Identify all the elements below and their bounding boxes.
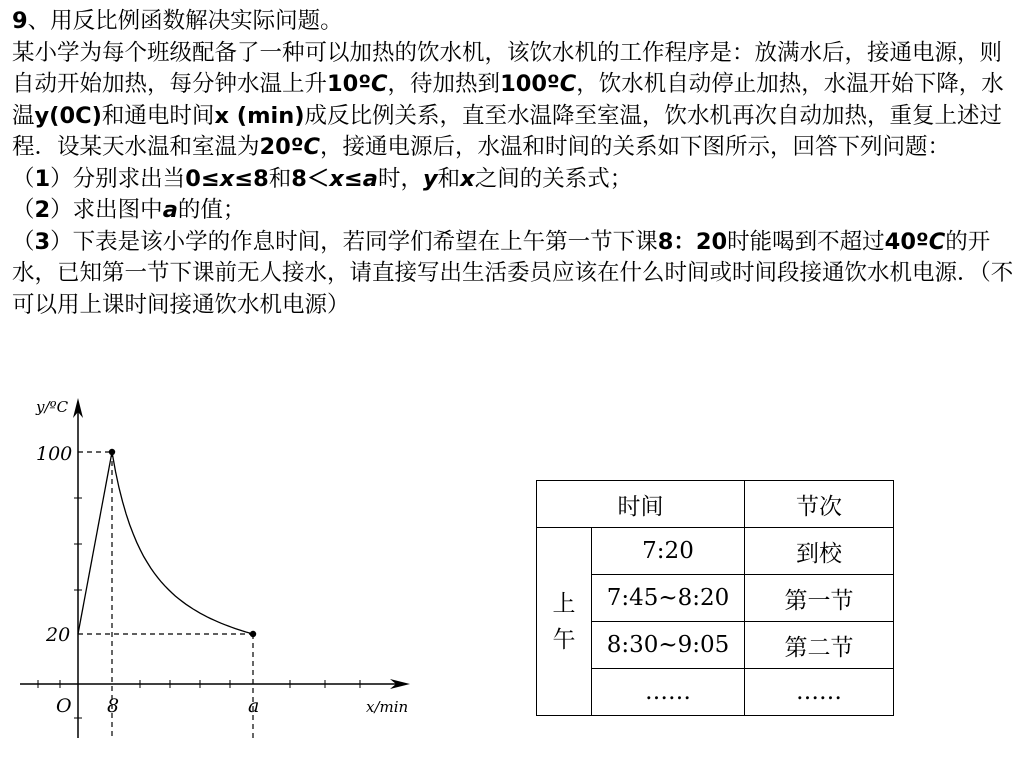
peak-point <box>109 449 115 455</box>
problem-description: 某小学为每个班级配备了一种可以加热的饮水机，该饮水机的工作程序是：放满水后，接通电源，则自动开始加热，每分钟水温上升10ºC，待加热到100ºC，饮水机自动停止加热，水温开始下降，水温y(0C)和通电时间x (min)成反比例关系，直至水温降至室温，饮水机再次自动加热，重复上述过程．设某天水温和室温为20ºC，接通电源后，水温和时间的关系如下图所示，回答下列问题： <box>12 39 1004 160</box>
x-axis-label: x/min <box>366 698 409 716</box>
origin-label: O <box>56 695 72 717</box>
heating-segment <box>78 452 112 634</box>
lesson-cell: …… <box>745 669 894 716</box>
temperature-time-graph <box>0 390 430 768</box>
cooling-curve <box>112 452 253 634</box>
question-3: （3）下表是该小学的作息时间，若同学们希望在上午第一节下课8：20时能喝到不超过40ºC的开水，已知第一节下课前无人接水，请直接写出生活委员应该在什么时间或时间段接通饮水机电源．（不可以用上课时间接通饮水机电源） <box>12 228 1014 318</box>
problem-title: 9、用反比例函数解决实际问题。 <box>12 8 343 34</box>
graph-svg <box>0 390 430 768</box>
end-point <box>250 631 256 637</box>
time-cell: 7:20 <box>592 528 745 575</box>
y-tick-20: 20 <box>46 624 71 646</box>
time-cell: 7:45~8:20 <box>592 575 745 622</box>
schedule-table <box>536 480 894 716</box>
y-axis-label: y/ºC <box>36 398 69 416</box>
table-row <box>537 528 894 575</box>
header-time: 时间 <box>537 481 745 528</box>
y-tick-100: 100 <box>36 443 73 465</box>
lesson-cell: 第一节 <box>745 575 894 622</box>
period-label: 上 午 <box>537 528 592 716</box>
question-1: （1）分别求出当0≤x≤8和8＜x≤a时，y和x之间的关系式； <box>12 165 633 192</box>
time-cell: 8:30~9:05 <box>592 622 745 669</box>
time-cell: …… <box>592 669 745 716</box>
problem-text <box>12 6 1014 321</box>
lesson-cell: 到校 <box>745 528 894 575</box>
header-lesson: 节次 <box>745 481 894 528</box>
table-header-row <box>537 481 894 528</box>
x-tick-a: a <box>248 695 260 717</box>
x-tick-8: 8 <box>107 695 120 717</box>
lesson-cell: 第二节 <box>745 622 894 669</box>
question-2: （2）求出图中a的值； <box>12 197 246 223</box>
